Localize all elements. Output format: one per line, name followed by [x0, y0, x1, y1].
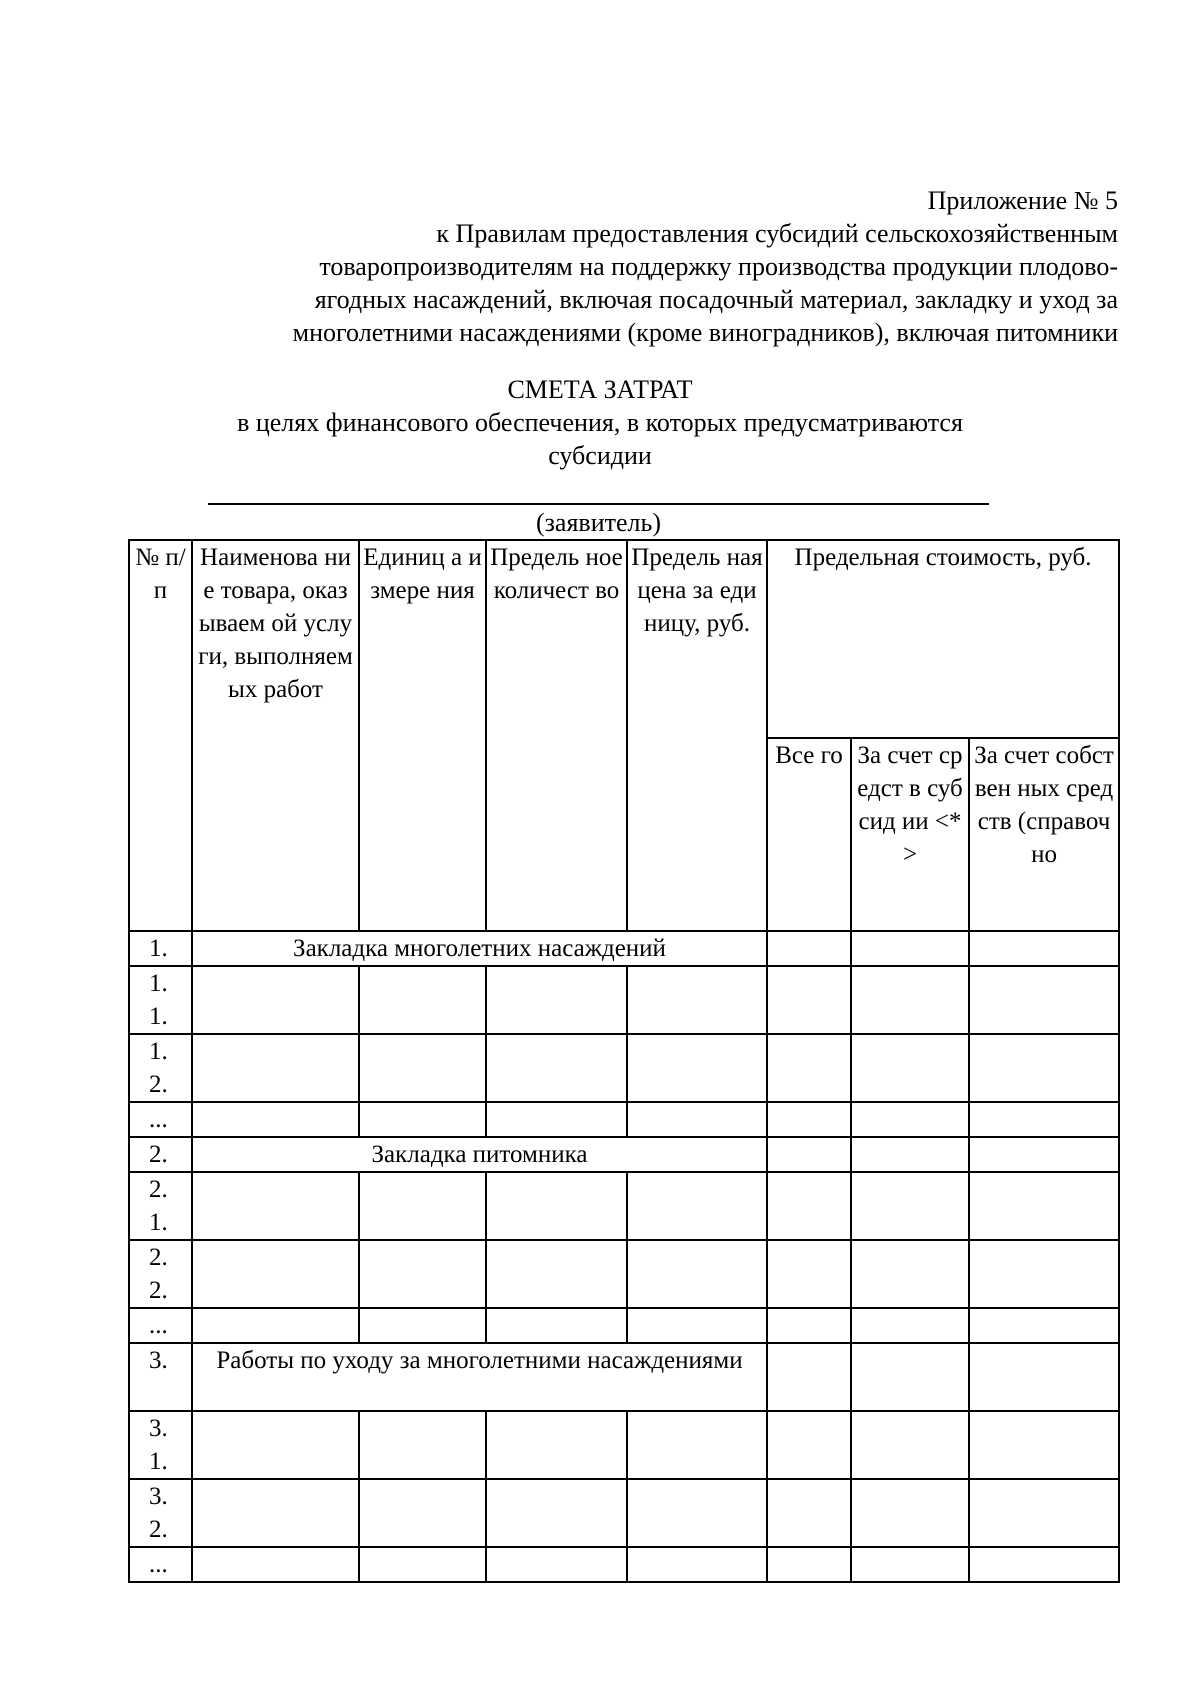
empty-cell: [486, 1034, 627, 1102]
table-row: [129, 1172, 1119, 1240]
table-row: [129, 1308, 1119, 1343]
empty-cell: [767, 1411, 851, 1479]
empty-cell: [767, 1034, 851, 1102]
header-quantity: Предель ное количест во: [486, 540, 627, 931]
empty-cell: [767, 1137, 851, 1172]
empty-cell: [627, 966, 767, 1034]
empty-cell: [359, 1240, 486, 1308]
empty-cell: [969, 1547, 1119, 1582]
section-row: [129, 1343, 1119, 1411]
empty-cell: [192, 1102, 359, 1137]
title-main: СМЕТА ЗАТРАТ: [507, 375, 693, 404]
document-title: [170, 373, 1030, 472]
empty-cell: [627, 1308, 767, 1343]
title-sub: в целях финансового обеспечения, в которых предусматриваются: [237, 408, 963, 437]
empty-cell: [969, 1137, 1119, 1172]
empty-cell: [969, 1479, 1119, 1547]
empty-cell: [486, 1411, 627, 1479]
row-number: 2. 1.: [129, 1172, 192, 1240]
empty-cell: [627, 1240, 767, 1308]
empty-cell: [192, 1240, 359, 1308]
empty-cell: [359, 1411, 486, 1479]
empty-cell: [192, 1308, 359, 1343]
table-row: [129, 1479, 1119, 1547]
empty-cell: [969, 1034, 1119, 1102]
empty-cell: [767, 1479, 851, 1547]
header-name: Наименова ние товара, оказываем ой услуги, выполняем ых работ: [192, 540, 359, 931]
empty-cell: [969, 1343, 1119, 1411]
table-row: [129, 1034, 1119, 1102]
empty-cell: [192, 1034, 359, 1102]
header-own-funds: За счет собствен ных средств (справоч но: [969, 738, 1119, 931]
empty-cell: [486, 1308, 627, 1343]
section-label: Работы по уходу за многолетними насаждениями: [192, 1343, 767, 1411]
empty-cell: [359, 1479, 486, 1547]
section-number: 2.: [129, 1137, 192, 1172]
empty-cell: [851, 1547, 969, 1582]
empty-cell: [767, 1240, 851, 1308]
section-row: [129, 931, 1119, 966]
empty-cell: [192, 1547, 359, 1582]
empty-cell: [851, 966, 969, 1034]
applicant-label: (заявитель): [535, 508, 661, 537]
empty-cell: [627, 1411, 767, 1479]
header-cost: Предельная стоимость, руб.: [767, 540, 1119, 738]
empty-cell: [767, 931, 851, 966]
title-sub: субсидии: [548, 441, 652, 470]
row-number: ...: [129, 1102, 192, 1137]
table-row: [129, 966, 1119, 1034]
section-label: Закладка питомника: [192, 1137, 767, 1172]
section-row: [129, 1137, 1119, 1172]
empty-cell: [767, 1172, 851, 1240]
empty-cell: [627, 1547, 767, 1582]
empty-cell: [851, 931, 969, 966]
section-number: 3.: [129, 1343, 192, 1411]
annex-header: [158, 184, 1118, 349]
empty-cell: [627, 1034, 767, 1102]
empty-cell: [486, 1240, 627, 1308]
empty-cell: [192, 1411, 359, 1479]
row-number: 3. 2.: [129, 1479, 192, 1547]
empty-cell: [767, 1308, 851, 1343]
empty-cell: [851, 1411, 969, 1479]
empty-cell: [192, 966, 359, 1034]
section-label: Закладка многолетних насаждений: [192, 931, 767, 966]
empty-cell: [767, 1343, 851, 1411]
empty-cell: [767, 1102, 851, 1137]
header-num: № п/ п: [129, 540, 192, 931]
section-number: 1.: [129, 931, 192, 966]
cost-estimate-table: [128, 539, 1120, 1583]
empty-cell: [359, 966, 486, 1034]
empty-cell: [627, 1102, 767, 1137]
empty-cell: [486, 1547, 627, 1582]
empty-cell: [969, 1172, 1119, 1240]
table-row: [129, 1102, 1119, 1137]
empty-cell: [969, 1240, 1119, 1308]
annex-text-line: ягодных насаждений, включая посадочный материал, закладку и уход за: [314, 285, 1118, 314]
empty-cell: [969, 966, 1119, 1034]
empty-cell: [851, 1137, 969, 1172]
empty-cell: [851, 1034, 969, 1102]
row-number: 1. 1.: [129, 966, 192, 1034]
row-number: 2. 2.: [129, 1240, 192, 1308]
empty-cell: [627, 1479, 767, 1547]
empty-cell: [627, 1172, 767, 1240]
annex-number: Приложение № 5: [927, 186, 1118, 215]
empty-cell: [851, 1343, 969, 1411]
empty-cell: [192, 1172, 359, 1240]
empty-cell: [192, 1479, 359, 1547]
empty-cell: [359, 1308, 486, 1343]
empty-cell: [486, 1172, 627, 1240]
empty-cell: [486, 1479, 627, 1547]
empty-cell: [359, 1034, 486, 1102]
empty-cell: [486, 966, 627, 1034]
table-row: [129, 1411, 1119, 1479]
empty-cell: [486, 1102, 627, 1137]
row-number: 1. 2.: [129, 1034, 192, 1102]
empty-cell: [851, 1479, 969, 1547]
empty-cell: [969, 931, 1119, 966]
empty-cell: [851, 1172, 969, 1240]
table-row: [129, 1240, 1119, 1308]
annex-text-line: товаропроизводителям на поддержку производства продукции плодово-: [319, 252, 1118, 281]
header-unit: Единиц а измере ния: [359, 540, 486, 931]
empty-cell: [359, 1172, 486, 1240]
row-number: ...: [129, 1547, 192, 1582]
row-number: 3. 1.: [129, 1411, 192, 1479]
header-subsidy: За счет средст в субсид ии <*>: [851, 738, 969, 931]
table-row: [129, 1547, 1119, 1582]
empty-cell: [359, 1547, 486, 1582]
empty-cell: [851, 1240, 969, 1308]
empty-cell: [359, 1102, 486, 1137]
empty-cell: [767, 1547, 851, 1582]
applicant-fill-line: [208, 503, 989, 505]
annex-text-line: к Правилам предоставления субсидий сельскохозяйственным: [436, 219, 1118, 248]
row-number: ...: [129, 1308, 192, 1343]
empty-cell: [969, 1411, 1119, 1479]
header-price: Предель ная цена за единицу, руб.: [627, 540, 767, 931]
empty-cell: [969, 1102, 1119, 1137]
annex-text-line: многолетними насаждениями (кроме виноградников), включая питомники: [292, 318, 1118, 347]
empty-cell: [767, 966, 851, 1034]
empty-cell: [969, 1308, 1119, 1343]
header-total: Все го: [767, 738, 851, 931]
empty-cell: [851, 1102, 969, 1137]
empty-cell: [851, 1308, 969, 1343]
